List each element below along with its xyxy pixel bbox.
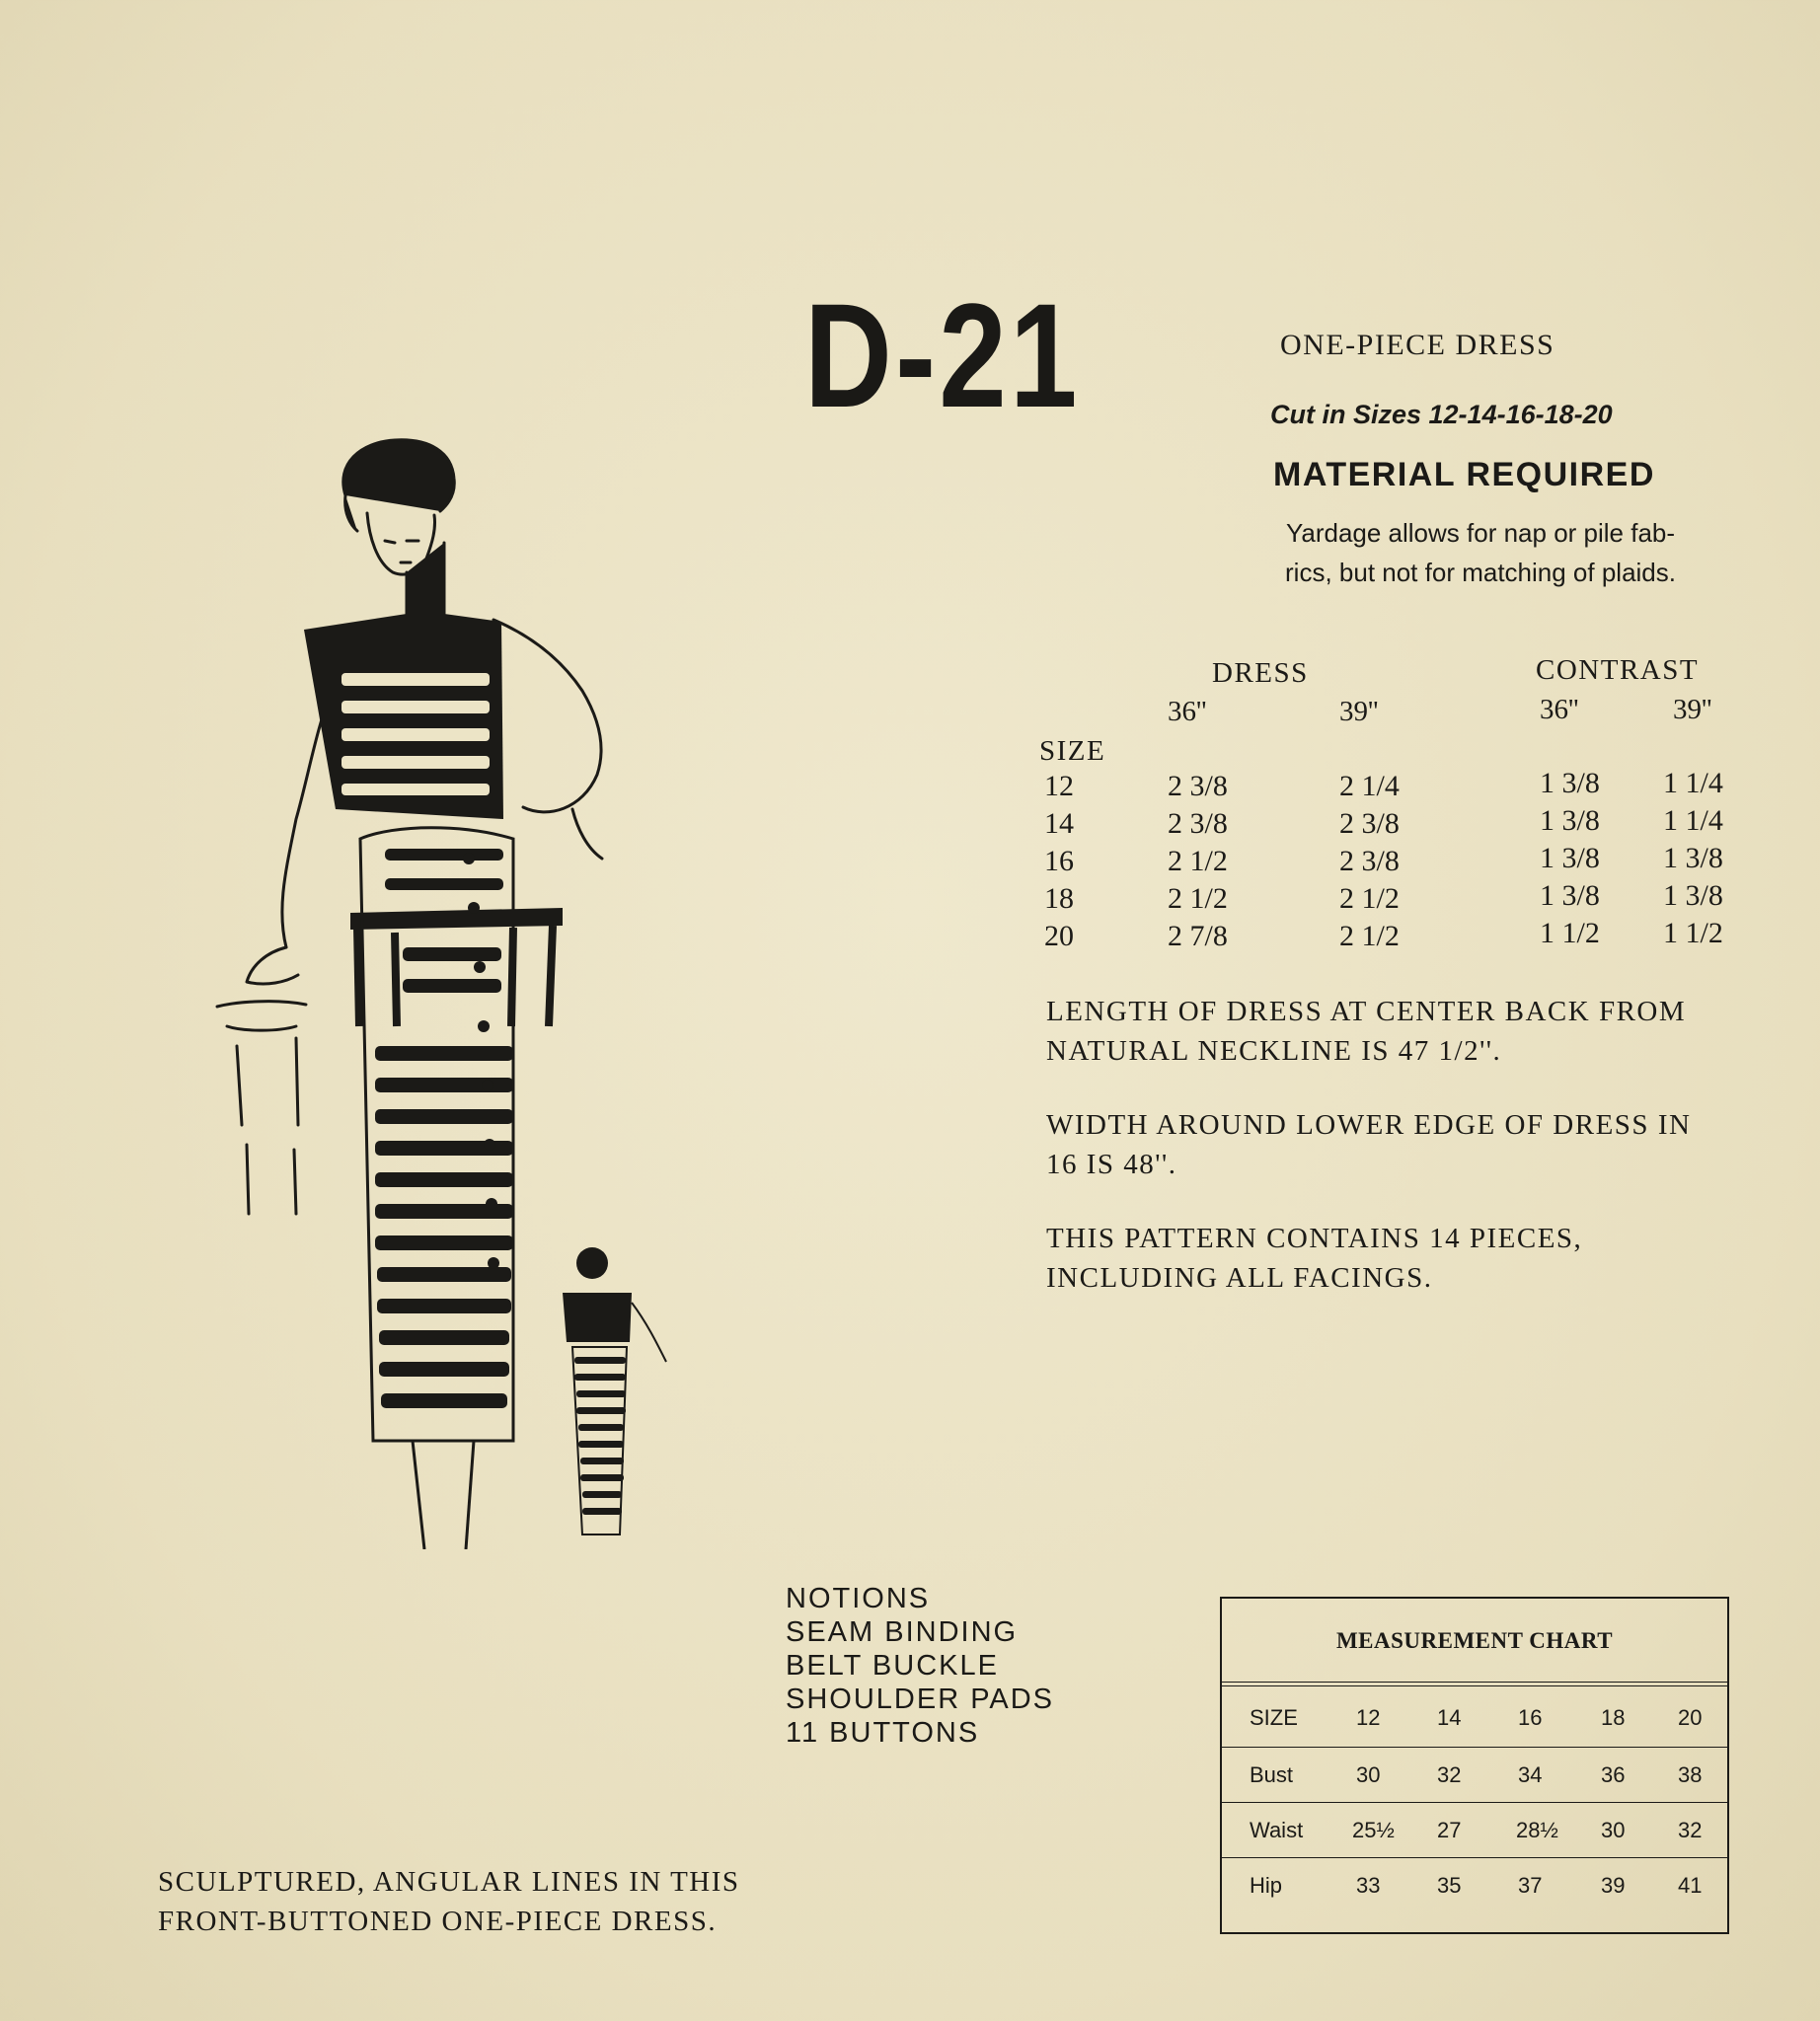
dress-header: DRESS: [1212, 657, 1309, 689]
list-item: 11 BUTTONS: [786, 1717, 980, 1749]
length-note: LENGTH OF DRESS AT CENTER BACK FROM NATURAL NECKLINE IS 47 1/2''.: [1046, 996, 1687, 1067]
caption: SCULPTURED, ANGULAR LINES IN THIS FRONT-BUTTONED ONE-PIECE DRESS.: [158, 1866, 740, 1937]
divider: [1222, 1802, 1727, 1803]
sizes-line: Cut in Sizes 12-14-16-18-20: [1270, 400, 1613, 429]
table-row: Bust 30 32 34 36 38: [1250, 1762, 1703, 1787]
width-header: 39'': [1673, 694, 1712, 725]
table-row: Waist 25½ 27 28½ 30 32: [1250, 1818, 1703, 1842]
pieces-note: THIS PATTERN CONTAINS 14 PIECES, INCLUDING ALL FACINGS.: [1046, 1223, 1583, 1294]
measurement-chart: [1220, 1597, 1729, 1934]
divider: [1222, 1682, 1727, 1683]
width-header: 39'': [1339, 696, 1379, 727]
contrast-header: CONTRAST: [1536, 654, 1700, 686]
pattern-number: D-21: [804, 272, 1081, 438]
divider: [1222, 1857, 1727, 1858]
yardage-note-line: Yardage allows for nap or pile fab-: [1285, 518, 1676, 548]
yardage-note-line: rics, but not for matching of plaids.: [1285, 558, 1676, 587]
table-row: Hip 33 35 37 39 41: [1250, 1873, 1703, 1898]
material-heading: MATERIAL REQUIRED: [1273, 456, 1655, 493]
table-row: SIZE 12 14 16 18 20: [1250, 1705, 1703, 1730]
notions-heading: NOTIONS: [786, 1583, 931, 1614]
pattern-title: ONE-PIECE DRESS: [1280, 329, 1555, 361]
width-header: 36'': [1540, 694, 1579, 725]
yardage-note: [1224, 513, 1737, 592]
dress-illustration: [148, 434, 701, 1549]
list-item: SEAM BINDING: [786, 1616, 1019, 1648]
chart-title: MEASUREMENT CHART: [1335, 1628, 1614, 1653]
notions-list: [786, 1582, 1054, 1750]
divider: [1222, 1685, 1727, 1686]
list-item: SHOULDER PADS: [786, 1684, 1055, 1715]
divider: [1222, 1747, 1727, 1748]
width-note: WIDTH AROUND LOWER EDGE OF DRESS IN 16 IS 48''.: [1046, 1109, 1692, 1180]
size-label: SIZE: [1039, 735, 1106, 767]
width-header: 36'': [1168, 696, 1207, 727]
list-item: BELT BUCKLE: [786, 1650, 999, 1682]
